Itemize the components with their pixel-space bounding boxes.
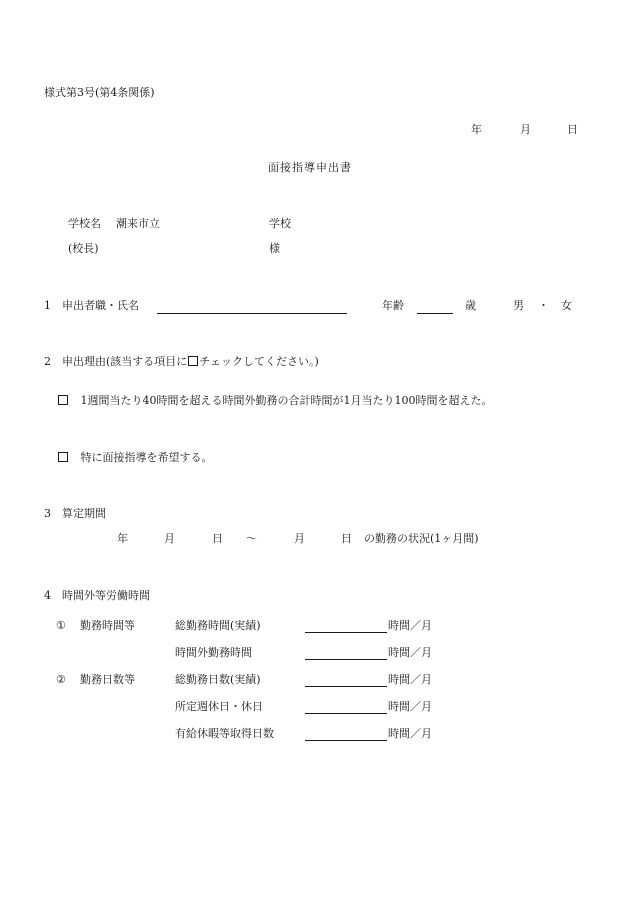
period-day-start: 日 <box>212 532 223 545</box>
section2-heading-prefix: 2 申出理由(該当する項目に <box>44 355 188 368</box>
age-label: 年齢 <box>382 299 404 312</box>
row-5-unit: 時間／月 <box>388 727 432 740</box>
row-1-unit: 時間／月 <box>388 619 432 632</box>
school-label: 学校名 <box>68 217 101 230</box>
row-4-field-line[interactable] <box>305 713 387 714</box>
row-5-label: 有給休暇等取得日数 <box>175 727 274 740</box>
age-unit: 歳 <box>465 299 476 312</box>
page-title: 面接指導申出書 <box>268 161 352 174</box>
row-3-field-line[interactable] <box>305 686 387 687</box>
honorific: 様 <box>269 242 280 255</box>
row-3-label: 総勤務日数(実績) <box>175 673 261 686</box>
section3-heading: 3 算定期間 <box>44 507 106 520</box>
gender-separator: ・ <box>538 299 549 312</box>
period-month-start: 月 <box>164 532 175 545</box>
date-day-label: 日 <box>567 123 578 136</box>
row-5-field-line[interactable] <box>305 740 387 741</box>
section4-heading: 4 時間外等労働時間 <box>44 589 150 602</box>
group-1-number: ① <box>56 619 66 632</box>
reason-1-label: 1週間当たり40時間を超える時間外勤務の合計時間が1月当たり100時間を超えた。 <box>80 394 493 407</box>
gender-male[interactable]: 男 <box>513 299 524 312</box>
row-2-unit: 時間／月 <box>388 646 432 659</box>
group-2-number: ② <box>56 673 66 686</box>
reason-option-1[interactable] <box>57 395 493 406</box>
row-3-unit: 時間／月 <box>388 673 432 686</box>
age-field-line[interactable] <box>417 313 453 314</box>
reason-option-2[interactable] <box>57 452 213 463</box>
group-1-label: 勤務時間等 <box>80 619 135 632</box>
gender-female[interactable]: 女 <box>561 299 572 312</box>
date-year-label: 年 <box>471 123 482 136</box>
row-2-label: 時間外勤務時間 <box>175 646 252 659</box>
reason-1-checkbox[interactable] <box>58 395 68 405</box>
period-tail: の勤務の状況(1ヶ月間) <box>364 532 479 545</box>
period-year: 年 <box>117 532 128 545</box>
period-day-end: 日 <box>341 532 352 545</box>
row-2-field-line[interactable] <box>305 659 387 660</box>
group-2-label: 勤務日数等 <box>80 673 135 686</box>
date-month-label: 月 <box>520 123 531 136</box>
row-1-field-line[interactable] <box>305 632 387 633</box>
period-tilde: 〜 <box>246 532 257 545</box>
checkbox-icon <box>188 356 198 366</box>
row-4-label: 所定週休日・休日 <box>175 700 263 713</box>
period-month-end: 月 <box>294 532 305 545</box>
reason-2-label: 特に面接指導を希望する。 <box>80 451 213 464</box>
form-number: 様式第3号(第4条関係) <box>44 86 155 99</box>
row-4-unit: 時間／月 <box>388 700 432 713</box>
name-field-line[interactable] <box>157 313 347 314</box>
section2-heading-suffix: チェックしてください。) <box>199 355 319 368</box>
section2-heading <box>44 356 319 367</box>
principal-label: (校長) <box>68 242 99 255</box>
school-city: 潮来市立 <box>116 217 160 230</box>
school-suffix: 学校 <box>269 217 291 230</box>
reason-2-checkbox[interactable] <box>58 452 68 462</box>
section1-heading: 1 申出者職・氏名 <box>44 299 139 312</box>
row-1-label: 総勤務時間(実績) <box>175 619 261 632</box>
